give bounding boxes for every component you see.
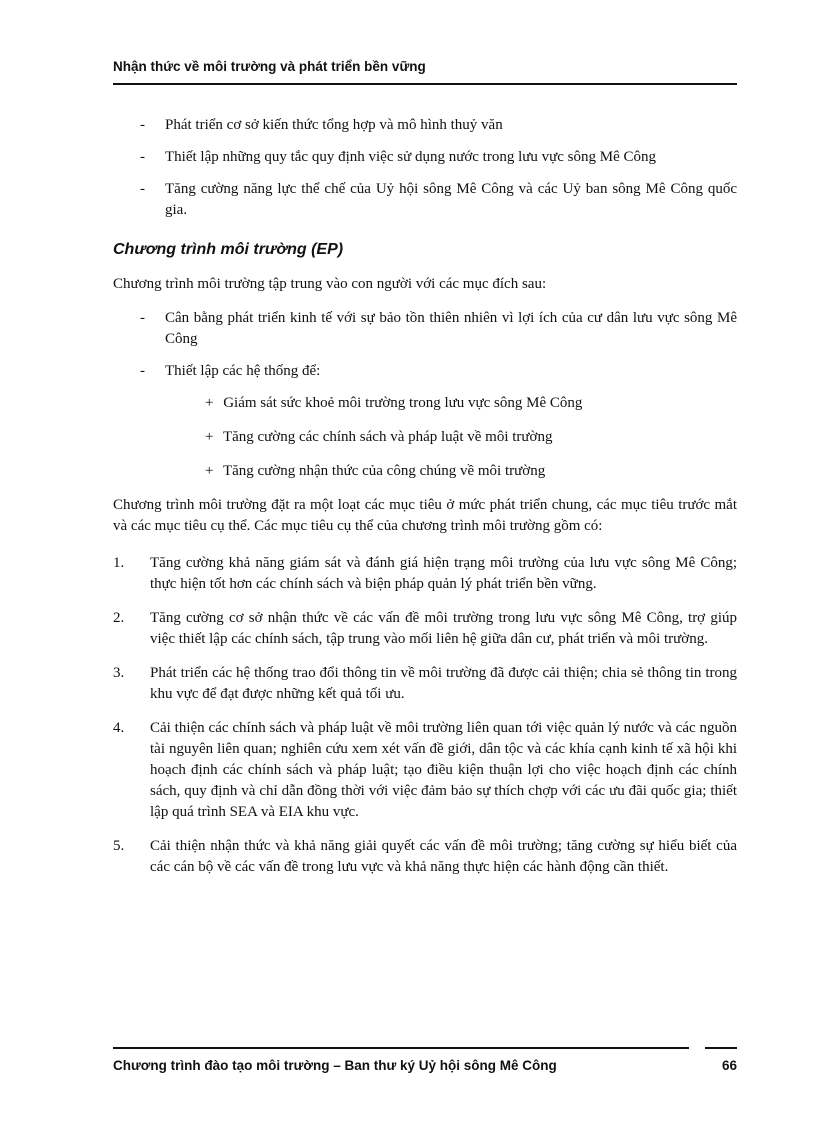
item-text: Giám sát sức khoẻ môi trường trong lưu vực sông Mê Công bbox=[223, 395, 583, 411]
list-item bbox=[113, 308, 737, 350]
item-text: Tăng cường nhận thức của công chúng về môi trường bbox=[222, 463, 546, 479]
item-text: Phát triển cơ sở kiến thức tổng hợp và mô hình thuỷ văn bbox=[165, 117, 503, 133]
item-text: Phát triển các hệ thống trao đổi thông tin về môi trường đã được cải thiện; chia sẻ thông tin trong khu vực để đạt được những kết quả tối ưu. bbox=[150, 665, 737, 702]
footer-rule-short bbox=[705, 1047, 737, 1049]
item-number: 2. bbox=[113, 610, 125, 626]
paragraph: Chương trình môi trường tập trung vào con người với các mục đích sau: bbox=[113, 276, 547, 292]
plus-marker: + bbox=[205, 395, 214, 411]
page-number: 66 bbox=[721, 1058, 737, 1073]
item-text: Tăng cường khả năng giám sát và đánh giá hiện trạng môi trường của lưu vực sông Mê Công; thực hiện tốt hơn các chính sách và biện pháp quản lý phát triển bền vững. bbox=[150, 555, 737, 592]
header-title: Nhận thức về môi trường và phát triển bền vững bbox=[113, 59, 426, 74]
list-item bbox=[205, 461, 737, 482]
dash-marker: - bbox=[140, 363, 145, 379]
numbered-item bbox=[113, 718, 737, 823]
list-item bbox=[205, 393, 737, 414]
item-text: Tăng cường các chính sách và pháp luật về môi trường bbox=[222, 429, 553, 445]
page-footer bbox=[113, 1046, 737, 1076]
footer-text: Chương trình đào tạo môi trường – Ban thư ký Uỷ hội sông Mê Công bbox=[113, 1058, 557, 1073]
item-number: 5. bbox=[113, 838, 125, 854]
item-number: 4. bbox=[113, 720, 125, 736]
numbered-item bbox=[113, 608, 737, 650]
list-item bbox=[113, 179, 737, 221]
dash-marker: - bbox=[140, 310, 145, 326]
page-header bbox=[113, 56, 737, 85]
item-text: Cân bằng phát triển kinh tế với sự bảo tồn thiên nhiên vì lợi ích của cư dân lưu vực sông Mê Công bbox=[165, 310, 737, 347]
item-text: Cải thiện nhận thức và khả năng giải quyết các vấn đề môi trường; tăng cường sự hiểu biết của các cán bộ về các vấn đề trong lưu vực và khả năng thực hiện các hành động cần thiết. bbox=[150, 838, 737, 875]
footer-rule bbox=[113, 1046, 737, 1049]
item-text: Thiết lập các hệ thống để: bbox=[165, 363, 321, 379]
item-text: Tăng cường năng lực thể chế của Uỷ hội sông Mê Công và các Uỷ ban sông Mê Công quốc gia. bbox=[165, 181, 737, 218]
numbered-list bbox=[113, 553, 737, 878]
list-item bbox=[205, 427, 737, 448]
item-text: Thiết lập những quy tắc quy định việc sử dụng nước trong lưu vực sông Mê Công bbox=[165, 149, 657, 165]
dash-marker: - bbox=[140, 149, 145, 165]
paragraph: Chương trình môi trường đặt ra một loạt các mục tiêu ở mức phát triển chung, các mục tiêu trước mắt và các mục tiêu cụ thể. Các mục tiêu cụ thể của chương trình môi trường gồm có: bbox=[113, 497, 737, 534]
numbered-item bbox=[113, 553, 737, 595]
top-bullet-list bbox=[113, 115, 737, 221]
footer-row bbox=[113, 1055, 737, 1076]
item-number: 1. bbox=[113, 555, 125, 571]
dash-marker: - bbox=[140, 181, 145, 197]
dash-marker: - bbox=[140, 117, 145, 133]
plus-sub-list bbox=[113, 393, 737, 482]
list-item bbox=[113, 115, 737, 136]
numbered-item bbox=[113, 836, 737, 878]
item-text: Tăng cường cơ sở nhận thức về các vấn đề môi trường trong lưu vực sông Mê Công, trợ giúp việc thiết lập các chính sách, tập trung vào mối liên hệ giữa dân cư, phát triển và môi trường. bbox=[150, 610, 737, 647]
section-heading: Chương trình môi trường (EP) bbox=[113, 241, 344, 258]
item-text: Cải thiện các chính sách và pháp luật về môi trường liên quan tới việc quản lý nước và các nguồn tài nguyên liên quan; nghiên cứu xem xét vấn đề giới, dân tộc và các khía cạnh kinh tế xã hội khi hoạch định các chính sách và pháp luật; tạo điều kiện thuận lợi cho việc hoạch định các chính sách, quy định và chỉ dẫn đồng thời với việc đảm bảo sự thích chợp với các ưu đãi quốc gia; thiết lập quá trình SEA và EIA khu vực. bbox=[150, 720, 737, 820]
list-item bbox=[113, 361, 737, 382]
plus-marker: + bbox=[205, 429, 214, 445]
numbered-item bbox=[113, 663, 737, 705]
plus-marker: + bbox=[205, 463, 214, 479]
ep-bullet-list bbox=[113, 308, 737, 382]
footer-rule-long bbox=[113, 1047, 689, 1049]
list-item bbox=[113, 147, 737, 168]
item-number: 3. bbox=[113, 665, 125, 681]
